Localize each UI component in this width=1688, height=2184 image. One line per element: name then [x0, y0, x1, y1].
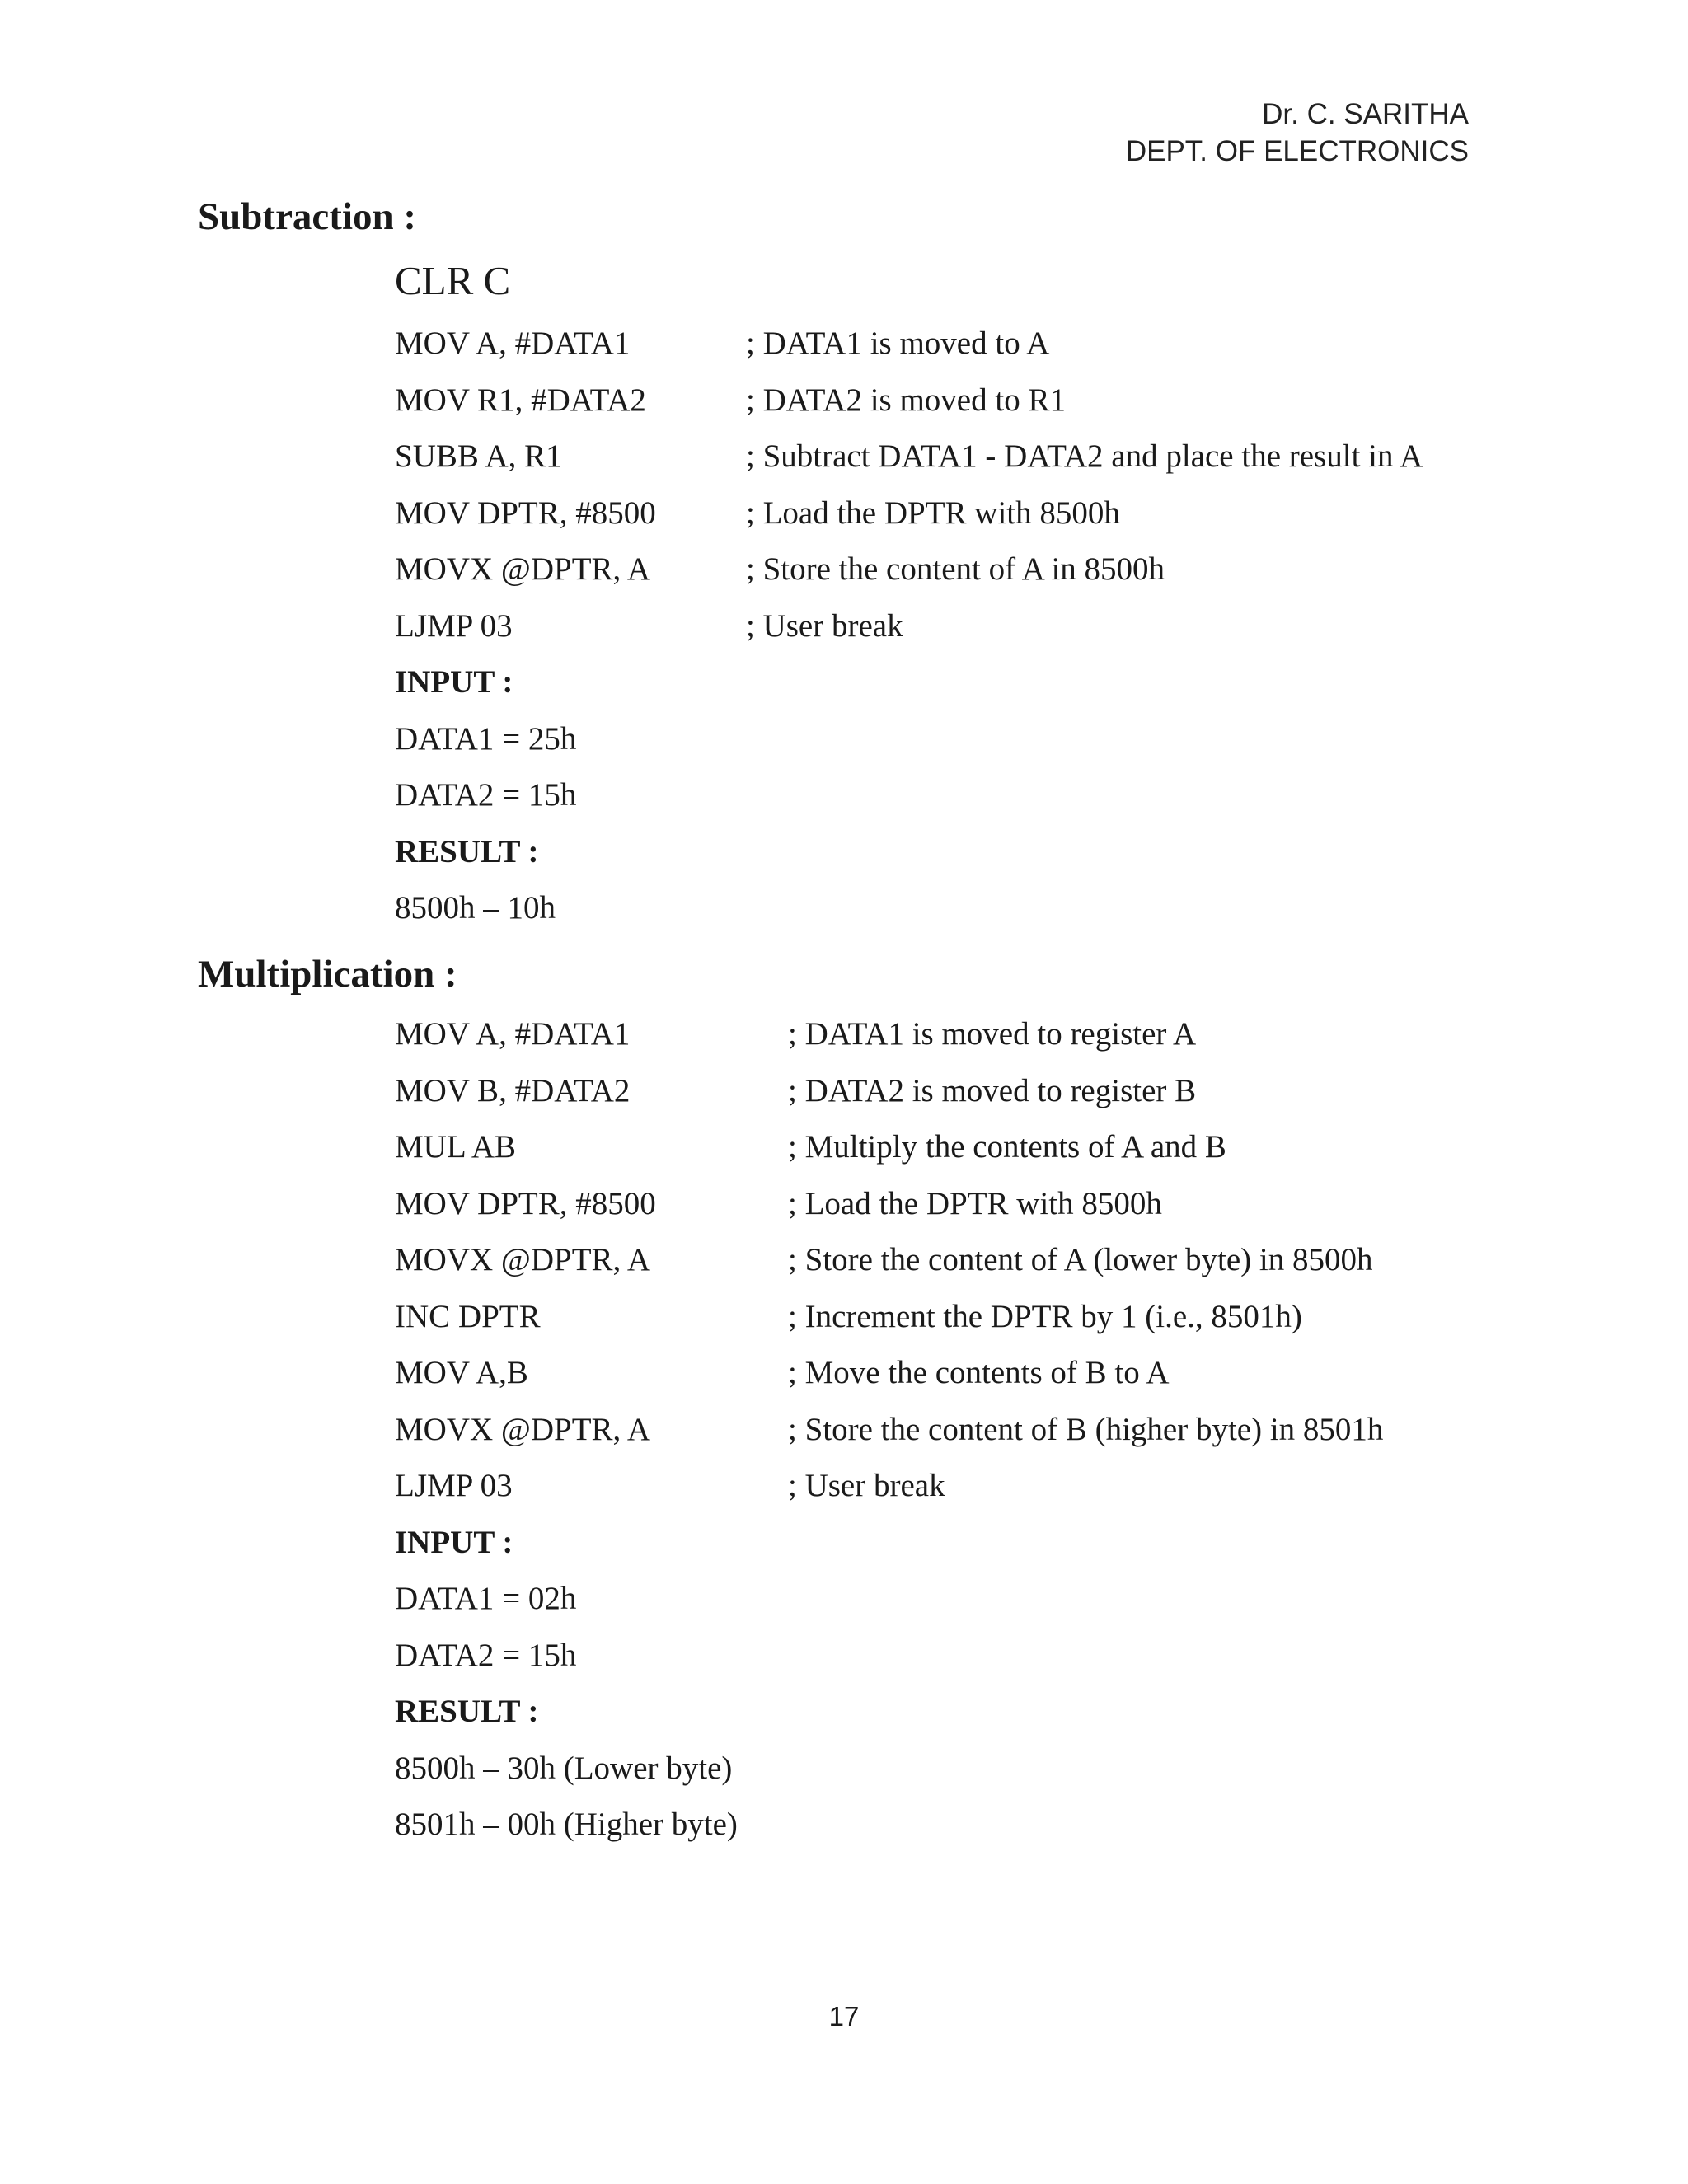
comment: ; DATA1 is moved to A	[746, 326, 1050, 361]
comment: ; Multiply the contents of A and B	[788, 1129, 1226, 1165]
comment: ; Store the content of A (lower byte) in 8500h	[788, 1242, 1373, 1277]
comment: ; Load the DPTR with 8500h	[788, 1185, 1162, 1221]
page-number: 17	[828, 2001, 860, 2032]
instruction: MOV DPTR, #8500	[395, 494, 656, 531]
comment: ; Store the content of B (higher byte) in 8501h	[788, 1411, 1384, 1447]
comment: ; Store the content of A in 8500h	[746, 551, 1165, 587]
subtraction-clr-line: CLR C	[395, 258, 511, 303]
instruction: MOV DPTR, #8500	[395, 1185, 656, 1221]
comment: ; Move the contents of B to A	[788, 1355, 1170, 1390]
input-label-text: INPUT :	[395, 664, 513, 700]
comment: ; Load the DPTR with 8500h	[746, 494, 1120, 531]
comment: ; User break	[746, 607, 903, 644]
result-line: 8500h – 10h	[395, 890, 556, 926]
header-author: Dr. C. SARITHA	[1262, 98, 1469, 130]
input-data2: DATA2 = 15h	[395, 1637, 577, 1673]
input-data2: DATA2 = 15h	[395, 777, 577, 813]
instruction: MOV A, #DATA1	[395, 326, 631, 361]
instruction: INC DPTR	[395, 1298, 541, 1334]
instruction: MUL AB	[395, 1129, 516, 1165]
comment: ; DATA2 is moved to register B	[788, 1072, 1197, 1108]
instruction: MOVX @DPTR, A	[395, 1411, 651, 1447]
instruction: LJMP 03	[395, 1468, 513, 1503]
comment: ; Subtract DATA1 - DATA2 and place the result in A	[746, 438, 1423, 474]
comment: ; User break	[788, 1468, 945, 1503]
instruction: MOV A, #DATA1	[395, 1016, 631, 1052]
result-line: 8500h – 30h (Lower byte)	[395, 1750, 733, 1786]
comment: ; DATA2 is moved to R1	[746, 382, 1066, 418]
instruction: LJMP 03	[395, 607, 513, 644]
instruction: SUBB A, R1	[395, 438, 562, 474]
comment: ; DATA1 is moved to register A	[788, 1016, 1197, 1052]
result-label-text: RESULT :	[395, 1694, 539, 1729]
input-data1: DATA1 = 25h	[395, 720, 577, 757]
page-header	[1126, 96, 1469, 170]
result-line: 8501h – 00h (Higher byte)	[395, 1807, 738, 1842]
comment: ; Increment the DPTR by 1 (i.e., 8501h)	[788, 1298, 1302, 1334]
instruction: MOV R1, #DATA2	[395, 382, 646, 418]
result-label-text: RESULT :	[395, 833, 539, 869]
input-label-text: INPUT :	[395, 1524, 513, 1560]
header-department: DEPT. OF ELECTRONICS	[1125, 135, 1469, 167]
instruction: MOV B, #DATA2	[395, 1072, 631, 1108]
instruction: MOVX @DPTR, A	[395, 1242, 651, 1277]
input-data1: DATA1 = 02h	[395, 1581, 577, 1616]
multiplication-title: Multiplication :	[198, 953, 457, 996]
subtraction-title: Subtraction :	[198, 195, 417, 238]
instruction: MOVX @DPTR, A	[395, 551, 651, 587]
instruction: MOV A,B	[395, 1355, 528, 1390]
